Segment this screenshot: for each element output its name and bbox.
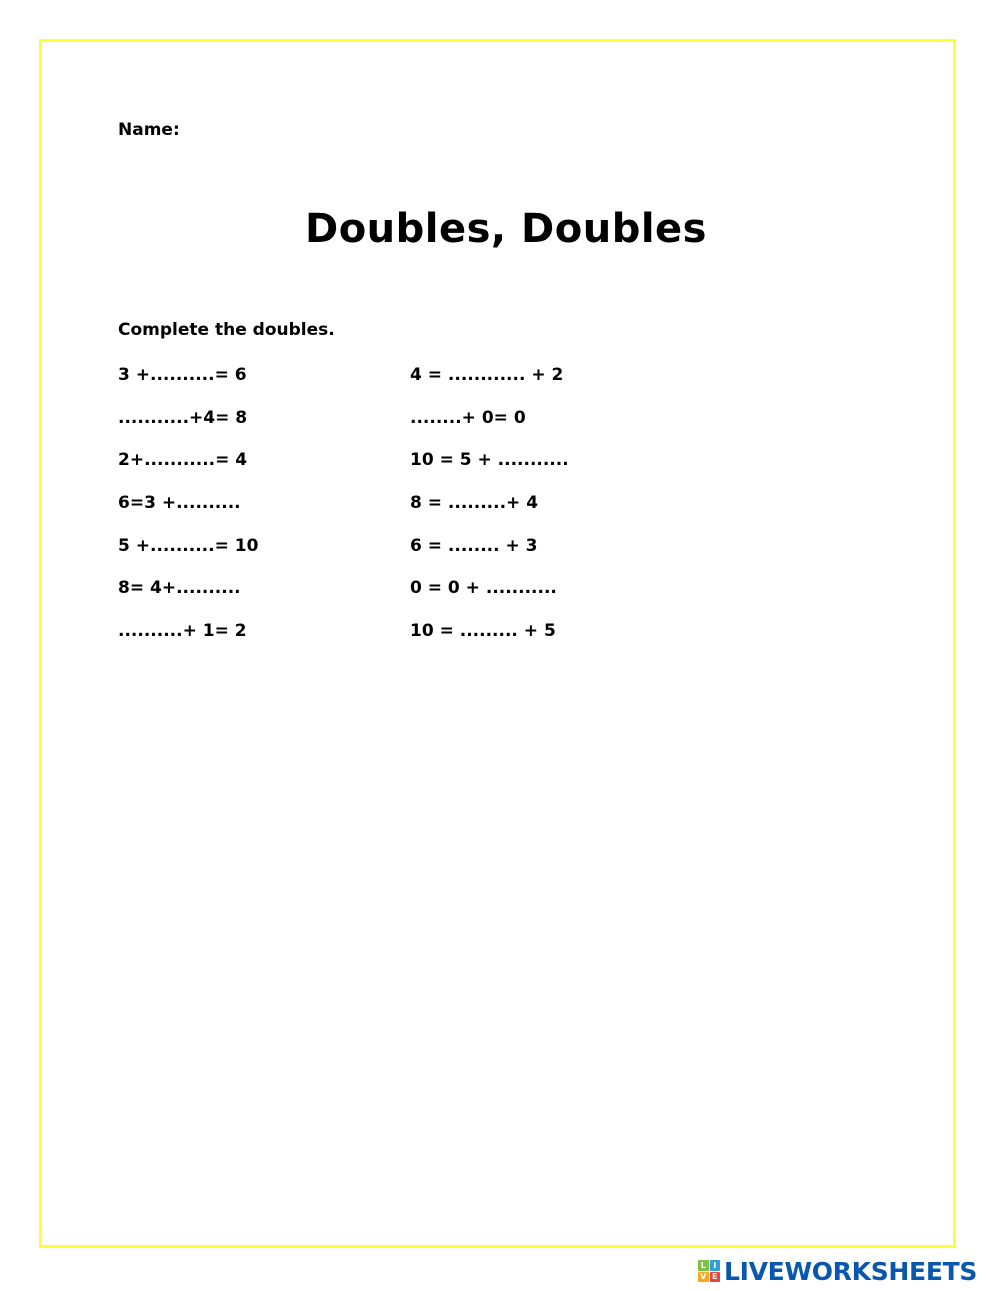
problem-item: 6 = ........ + 3 (410, 535, 538, 556)
instruction-text: Complete the doubles. (118, 320, 335, 340)
left-problem-column (118, 364, 258, 663)
problem-item: 8 = .........+ 4 (410, 493, 539, 514)
problem-item: 4 = ............ + 2 (410, 365, 564, 385)
worksheet-title: Doubles, Doubles (304, 206, 707, 252)
liveworksheets-brand[interactable] (698, 1258, 977, 1284)
problem-item: 2+...........= 4 (118, 450, 248, 471)
brand-name: LIVEWORKSHEETS (724, 1256, 978, 1286)
problem-item: ........+ 0= 0 (410, 407, 526, 428)
logo-tile: E (710, 1272, 721, 1283)
liveworksheets-logo-icon (698, 1260, 720, 1282)
name-label: Name: (118, 120, 180, 140)
problem-item: 3 +..........= 6 (118, 365, 247, 385)
problem-item: 10 = ......... + 5 (410, 621, 556, 642)
problem-item: 6=3 +.......... (118, 493, 241, 514)
logo-tile: L (698, 1260, 709, 1271)
problem-item: ...........+4= 8 (118, 407, 248, 428)
right-problem-column (410, 364, 569, 663)
problem-item: 8= 4+.......... (118, 578, 241, 599)
problem-item: 10 = 5 + ........... (410, 450, 569, 471)
problem-item: 0 = 0 + ........... (410, 578, 557, 599)
logo-tile: V (698, 1272, 709, 1283)
logo-tile: I (710, 1260, 721, 1271)
problem-item: ..........+ 1= 2 (118, 621, 247, 642)
problem-item: 5 +..........= 10 (118, 535, 259, 556)
